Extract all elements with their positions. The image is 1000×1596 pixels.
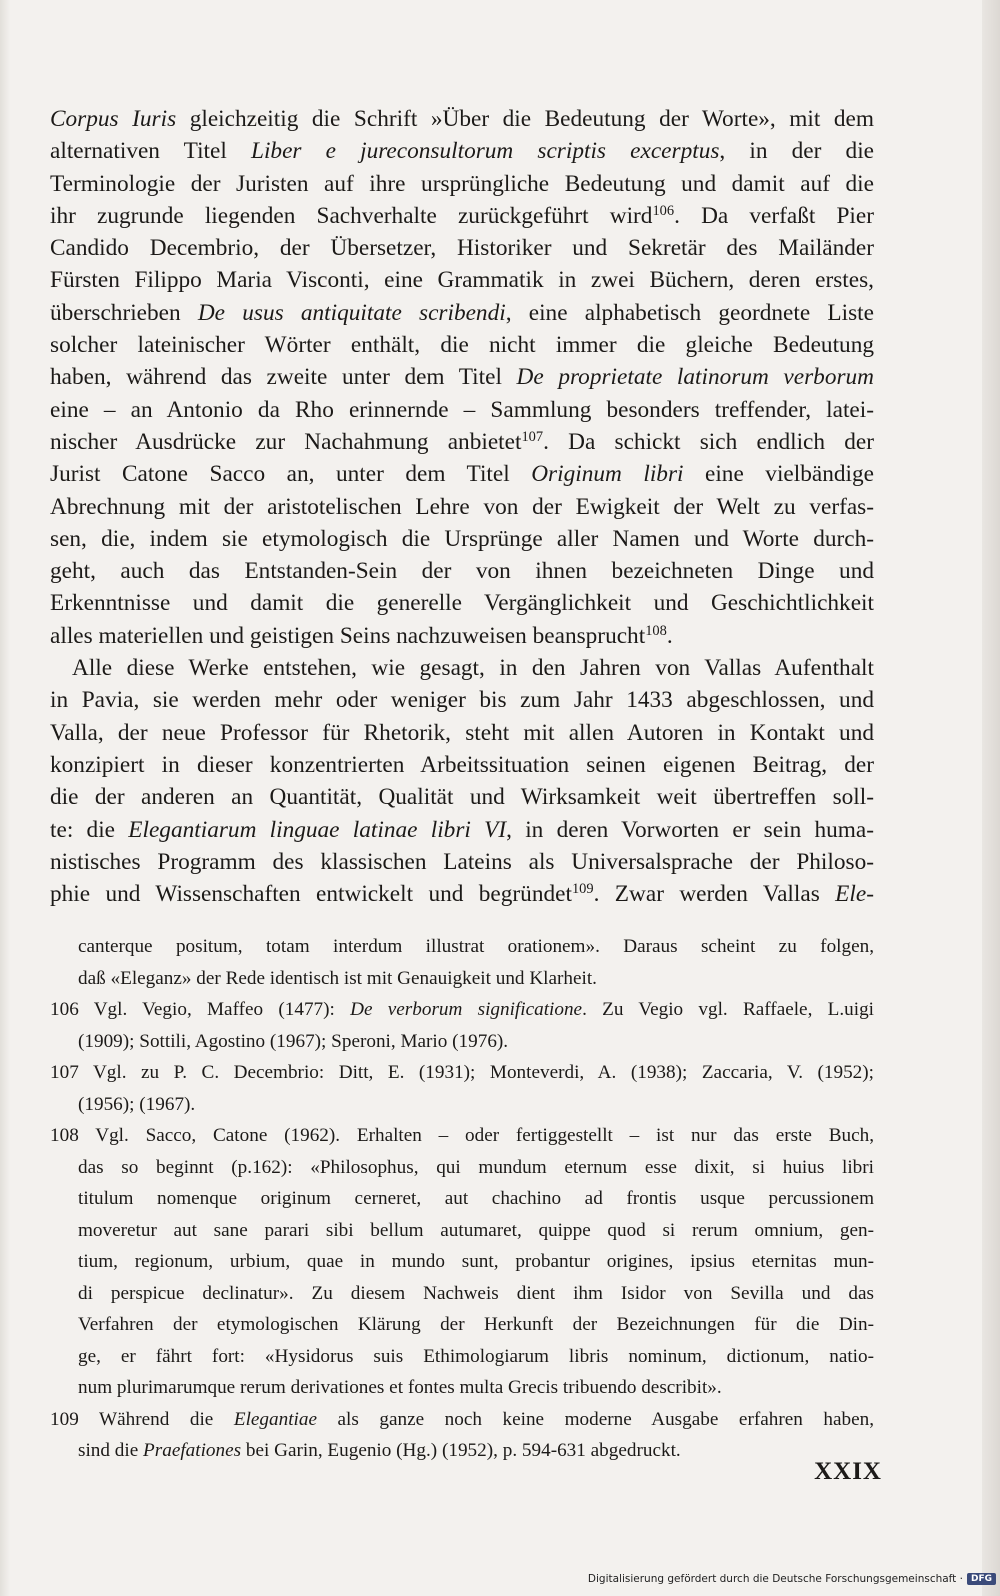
page-shadow-left [0, 0, 10, 1596]
body-line: Fürsten Filippo Maria Visconti, eine Grammatik in zwei Büchern, deren erstes, [50, 267, 874, 294]
body-line: alles materiellen und geistigen Seins nachzuweisen beansprucht$^{108}$. [50, 622, 673, 649]
body-line: konzipiert in dieser konzentrierten Arbeitssituation seinen eigenen Beitrag, der [50, 751, 874, 778]
body-line: ihr zugrunde liegenden Sachverhalte zurückgeführt wird$^{106}$. Da verfaßt Pier [50, 202, 874, 229]
footnotes-line: di perspicue declinatur». Zu diesem Nachweis dient ihm Isidor von Sevilla und das [78, 1282, 874, 1304]
body-line: Abrechnung mit der aristotelischen Lehre von der Ewigkeit der Welt zu verfas- [50, 493, 874, 520]
footnotes-line: Verfahren der etymologischen Klärung der Herkunft der Bezeichnungen für die Din- [78, 1314, 874, 1335]
footnotes-line: das so beginnt (p.162): «Philosophus, qui mundum eternum esse dixit, si huius libri [78, 1156, 874, 1178]
body-line: geht, auch das Entstanden-Sein der von ihnen bezeichneten Dinge und [50, 558, 874, 585]
footnotes-line: tium, regionum, urbium, quae in mundo sunt, probantur origines, ipsius eternitas mun- [78, 1251, 874, 1272]
page-edge-right [982, 0, 1000, 1596]
body-line: sen, die, indem sie etymologisch die Ursprünge aller Namen und Worte durch- [50, 525, 874, 552]
footnotes-line: 107 Vgl. zu P. C. Decembrio: Ditt, E. (1931); Monteverdi, A. (1938); Zaccaria, V. (1952); [50, 1062, 874, 1083]
body-text [50, 103, 874, 910]
body-line: Terminologie der Juristen auf ihre ursprüngliche Bedeutung und damit auf die [50, 170, 874, 197]
footnotes-line: (1956); (1967). [78, 1093, 196, 1115]
body-line: Alle diese Werke entstehen, wie gesagt, in den Jahren von Vallas Aufenthalt [72, 655, 874, 682]
footnotes-line: moveretur aut sane parari sibi bellum autumaret, quippe quod si rerum omnium, gen- [78, 1219, 874, 1241]
body-line: Candido Decembrio, der Übersetzer, Historiker und Sekretär des Mailänder [50, 235, 874, 262]
footnotes-line: canterque positum, totam interdum illustrat orationem». Daraus scheint zu folgen, [78, 936, 874, 957]
footnotes-line: num plurimarumque rerum derivationes et fontes multa Grecis tribuendo describit». [78, 1377, 722, 1398]
footnotes-line: daß «Eleganz» der Rede identisch ist mit Genauigkeit und Klarheit. [78, 967, 597, 989]
body-line: nistisches Programm des klassischen Lateins als Universalsprache der Philoso- [50, 848, 874, 875]
body-line: Valla, der neue Professor für Rhetorik, steht mit allen Autoren in Kontakt und [50, 719, 874, 746]
body-line: phie und Wissenschaften entwickelt und begründet$^{109}$. Zwar werden Vallas Ele- [50, 881, 874, 908]
footnotes-line: titulum nomenque originum cerneret, aut chachino ad frontis usque percussionem [78, 1188, 874, 1209]
footnotes-line: (1909); Sottili, Agostino (1967); Speroni, Mario (1976). [78, 1030, 509, 1052]
body-line: überschrieben De usus antiquitate scribendi, eine alphabetisch geordnete Liste [50, 299, 874, 326]
body-line: solcher lateinischer Wörter enthält, die nicht immer die gleiche Bedeutung [50, 332, 874, 359]
footnotes-line: sind die Praefationes bei Garin, Eugenio (Hg.) (1952), p. 594-631 abgedruckt. [78, 1440, 681, 1461]
body-line: alternativen Titel Liber e jureconsultorum scriptis excerptus, in der die [50, 138, 874, 165]
page-number: XXIX [814, 1458, 882, 1485]
digitization-footer [588, 1573, 996, 1585]
body-line: Corpus Iuris gleichzeitig die Schrift »Über die Bedeutung der Worte», mit dem [50, 106, 874, 132]
footer-credit-text: Digitalisierung gefördert durch die Deutsche Forschungsgemeinschaft · [587, 1573, 963, 1585]
footnotes-line: ge, er fährt fort: «Hysidorus suis Ethimologiarum libris nominum, dictionum, natio- [78, 1345, 874, 1367]
footnotes-line: 106 Vgl. Vegio, Maffeo (1477): De verborum significatione. Zu Vegio vgl. Raffaele, L.uigi [50, 999, 874, 1020]
body-line: te: die Elegantiarum linguae latinae libri VI, in deren Vorworten er sein huma- [50, 816, 874, 843]
body-line: Jurist Catone Sacco an, unter dem Titel Originum libri eine vielbändige [50, 461, 874, 488]
footnotes [50, 931, 874, 1467]
body-line: Erkenntnisse und damit die generelle Vergänglichkeit und Geschichtlichkeit [50, 590, 874, 617]
footnotes-line: 109 Während die Elegantiae als ganze noch keine moderne Ausgabe erfahren haben, [50, 1408, 874, 1430]
dfg-logo-icon: DFG [967, 1573, 996, 1585]
body-line: eine – an Antonio da Rho erinnernde – Sammlung besonders treffender, latei- [50, 396, 874, 423]
body-line: haben, während das zweite unter dem Titel De proprietate latinorum verborum [50, 364, 874, 391]
body-line: nischer Ausdrücke zur Nachahmung anbietet$^{107}$. Da schickt sich endlich der [50, 428, 874, 455]
body-line: die der anderen an Quantität, Qualität und Wirksamkeit weit übertreffen soll- [50, 784, 874, 811]
body-line: in Pavia, sie werden mehr oder weniger bis zum Jahr 1433 abgeschlossen, und [50, 687, 874, 714]
footnotes-line: 108 Vgl. Sacco, Catone (1962). Erhalten – oder fertiggestellt – ist nur das erste Buch, [50, 1125, 874, 1146]
